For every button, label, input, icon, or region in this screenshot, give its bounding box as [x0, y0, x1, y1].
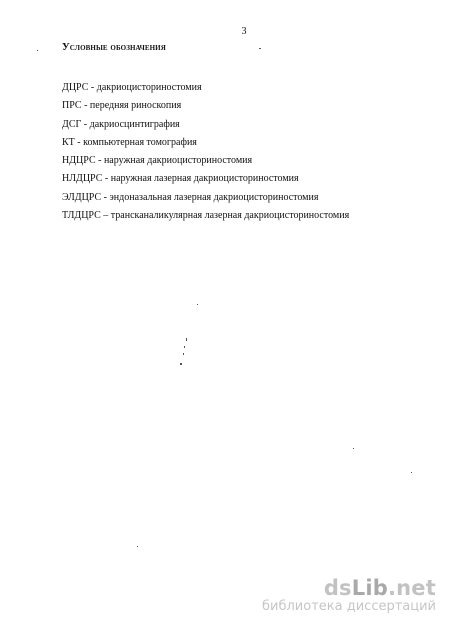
scan-speck	[184, 346, 185, 348]
list-item: ДСГ - дакриосцинтиграфия	[62, 118, 180, 130]
list-item: ПРС - передняя риноскопия	[62, 100, 182, 112]
abbreviation-list	[62, 79, 349, 225]
list-item: ЭЛДЦРС - эндоназальная лазерная дакриоцисториностомия	[62, 191, 319, 203]
list-item: ТЛДЦРС – трансканаликулярная лазерная дакриоцисториностомия	[62, 210, 350, 222]
list-item: КТ - компьютерная томография	[62, 136, 197, 148]
scan-speck	[353, 448, 354, 449]
logo-net: .net	[387, 576, 436, 600]
list-item: НДЦРС - наружная дакриоцисториностомия	[62, 155, 253, 167]
scan-speck	[183, 353, 184, 355]
list-item: НЛДЦРС - наружная лазерная дакриоцисториностомия	[62, 173, 299, 185]
watermark-tagline: библиотека диссертаций	[262, 599, 436, 614]
scan-speck	[137, 546, 138, 547]
page-heading: Условные обозначения	[62, 42, 166, 53]
scan-speck	[197, 304, 198, 305]
scan-speck	[411, 472, 412, 473]
logo-ds: ds	[323, 576, 352, 600]
scan-speck	[37, 50, 38, 51]
dslib-watermark	[262, 577, 436, 615]
scan-speck	[259, 48, 261, 49]
list-item: ДЦРС - дакриоцисториностомия	[62, 82, 202, 93]
watermark-logo	[262, 577, 436, 599]
page-number: 3	[241, 26, 247, 37]
scan-speck	[186, 338, 187, 341]
scan-speck	[180, 363, 182, 365]
logo-lib: Lib	[351, 576, 388, 600]
